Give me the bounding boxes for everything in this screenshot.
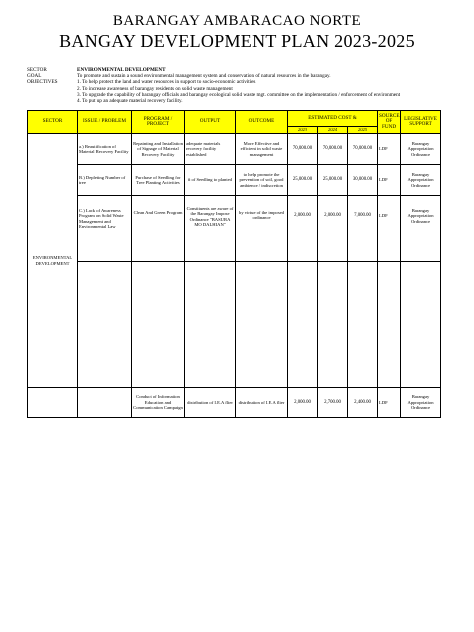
legislative-cell: Barangay Appropriation Ordinance <box>401 196 441 262</box>
sector-label: SECTOR <box>27 67 47 73</box>
program-cell: Conduct of Information Education and Communication Campaign <box>132 388 185 418</box>
program-cell: Clean And Green Program <box>132 196 185 262</box>
cost-2025-cell: 2,400.00 <box>348 388 378 418</box>
legislative-cell: Barangay Appropriation Ordinance <box>401 388 441 418</box>
table-row <box>28 196 441 262</box>
outcome-cell: More Effective and efficient in solid waste management <box>236 134 288 165</box>
col-program: PROGRAM / PROJECT <box>132 111 185 134</box>
outcome-cell: to help promote the prevention of soil, good ambience / indiscretion <box>236 165 288 196</box>
sector-cell: ENVIRONMENTAL DEVELOPMENT <box>28 134 78 388</box>
col-estimated-cost: ESTIMATED COST & <box>288 111 378 127</box>
cost-2024-cell: 2,000.00 <box>318 196 348 262</box>
source-cell: LDF <box>378 388 401 418</box>
cost-2024-cell: 25,000.00 <box>318 165 348 196</box>
table-row-spacer <box>28 262 441 388</box>
sector-cell-empty <box>28 388 78 418</box>
objective-item: 1. To help protect the land and water resources in support to socio-economic activities <box>77 79 256 86</box>
col-source: SOURCE OF FUND <box>378 111 401 134</box>
table-row <box>28 388 441 418</box>
col-issue: ISSUE / PROBLEM <box>78 111 132 134</box>
goal-value: To promote and sustain a sound environmental management system and conservation of natural resources in the barangay. <box>77 73 331 80</box>
outcome-cell: by virtue of the imposed ordinance <box>236 196 288 262</box>
development-plan-table <box>27 110 441 418</box>
plan-title: BANGAY DEVELOPMENT PLAN 2023-2025 <box>59 31 415 51</box>
cost-2023-cell: 2,000.00 <box>288 388 318 418</box>
cost-2025-cell: 7,000.00 <box>348 196 378 262</box>
legislative-cell: Barangay Appropriation Ordinance <box>401 165 441 196</box>
output-cell: Constituents are aware of the Barangay Impose Ordinance "BASURA MO DALHIAN" <box>185 196 236 262</box>
source-cell: LDF <box>378 134 401 165</box>
issue-cell <box>78 388 132 418</box>
output-cell: adequate materials recovery facility established <box>185 134 236 165</box>
objectives-label: OBJECTIVES <box>27 79 58 86</box>
cost-2023-cell: 70,000.00 <box>288 134 318 165</box>
issue-cell: B.) Depleting Number of tree <box>78 165 132 196</box>
objective-item: 3. To upgrade the capability of barangay officials and barangay ecological solid waste mgt. committee on the implementation / enforcement of environment <box>77 91 401 98</box>
output-cell: # of Seedling to planted <box>185 165 236 196</box>
objective-item: 2. To increase awareness of barangay residents on solid waste management <box>77 85 233 92</box>
table-row <box>28 165 441 196</box>
col-sector: SECTOR <box>28 111 78 134</box>
year-2024: 2024 <box>318 127 348 134</box>
cost-2025-cell: 70,000.00 <box>348 134 378 165</box>
output-cell: distribution of I.E.A flier <box>185 388 236 418</box>
year-2023: 2023 <box>288 127 318 134</box>
cost-2023-cell: 2,000.00 <box>288 196 318 262</box>
program-cell: Repainting and Installation of Signage of Material Recovery Facility <box>132 134 185 165</box>
program-cell: Purchase of Seedling for Tree Planting Activities <box>132 165 185 196</box>
source-cell: LDF <box>378 165 401 196</box>
year-2025: 2025 <box>348 127 378 134</box>
cost-2023-cell: 25,000.00 <box>288 165 318 196</box>
outcome-cell: distribution of I.E.A flier <box>236 388 288 418</box>
col-output: OUTPUT <box>185 111 236 134</box>
objective-item: 4. To put up an adequate material recovery facility. <box>77 98 183 104</box>
issue-cell: a.) Beautification of Material Recovery Facility <box>78 134 132 165</box>
sector-value: ENVIRONMENTAL DEVELOPMENT <box>77 67 166 73</box>
cost-2025-cell: 30,000.00 <box>348 165 378 196</box>
cost-2024-cell: 2,700.00 <box>318 388 348 418</box>
table-row <box>28 134 441 165</box>
legislative-cell: Barangay Appropriation Ordinance <box>401 134 441 165</box>
issue-cell: C.) Lack of Awareness Program on Solid Waste Management and Environmental Law <box>78 196 132 262</box>
table-header-row <box>28 111 441 127</box>
col-legislative: LEGISLATIVE SUPPORT <box>401 111 441 134</box>
cost-2024-cell: 70,000.00 <box>318 134 348 165</box>
goal-label: GOAL <box>27 73 42 80</box>
col-outcome: OUTCOME <box>236 111 288 134</box>
barangay-name: BARANGAY AMBARACAO NORTE <box>112 13 362 29</box>
source-cell: LDF <box>378 196 401 262</box>
